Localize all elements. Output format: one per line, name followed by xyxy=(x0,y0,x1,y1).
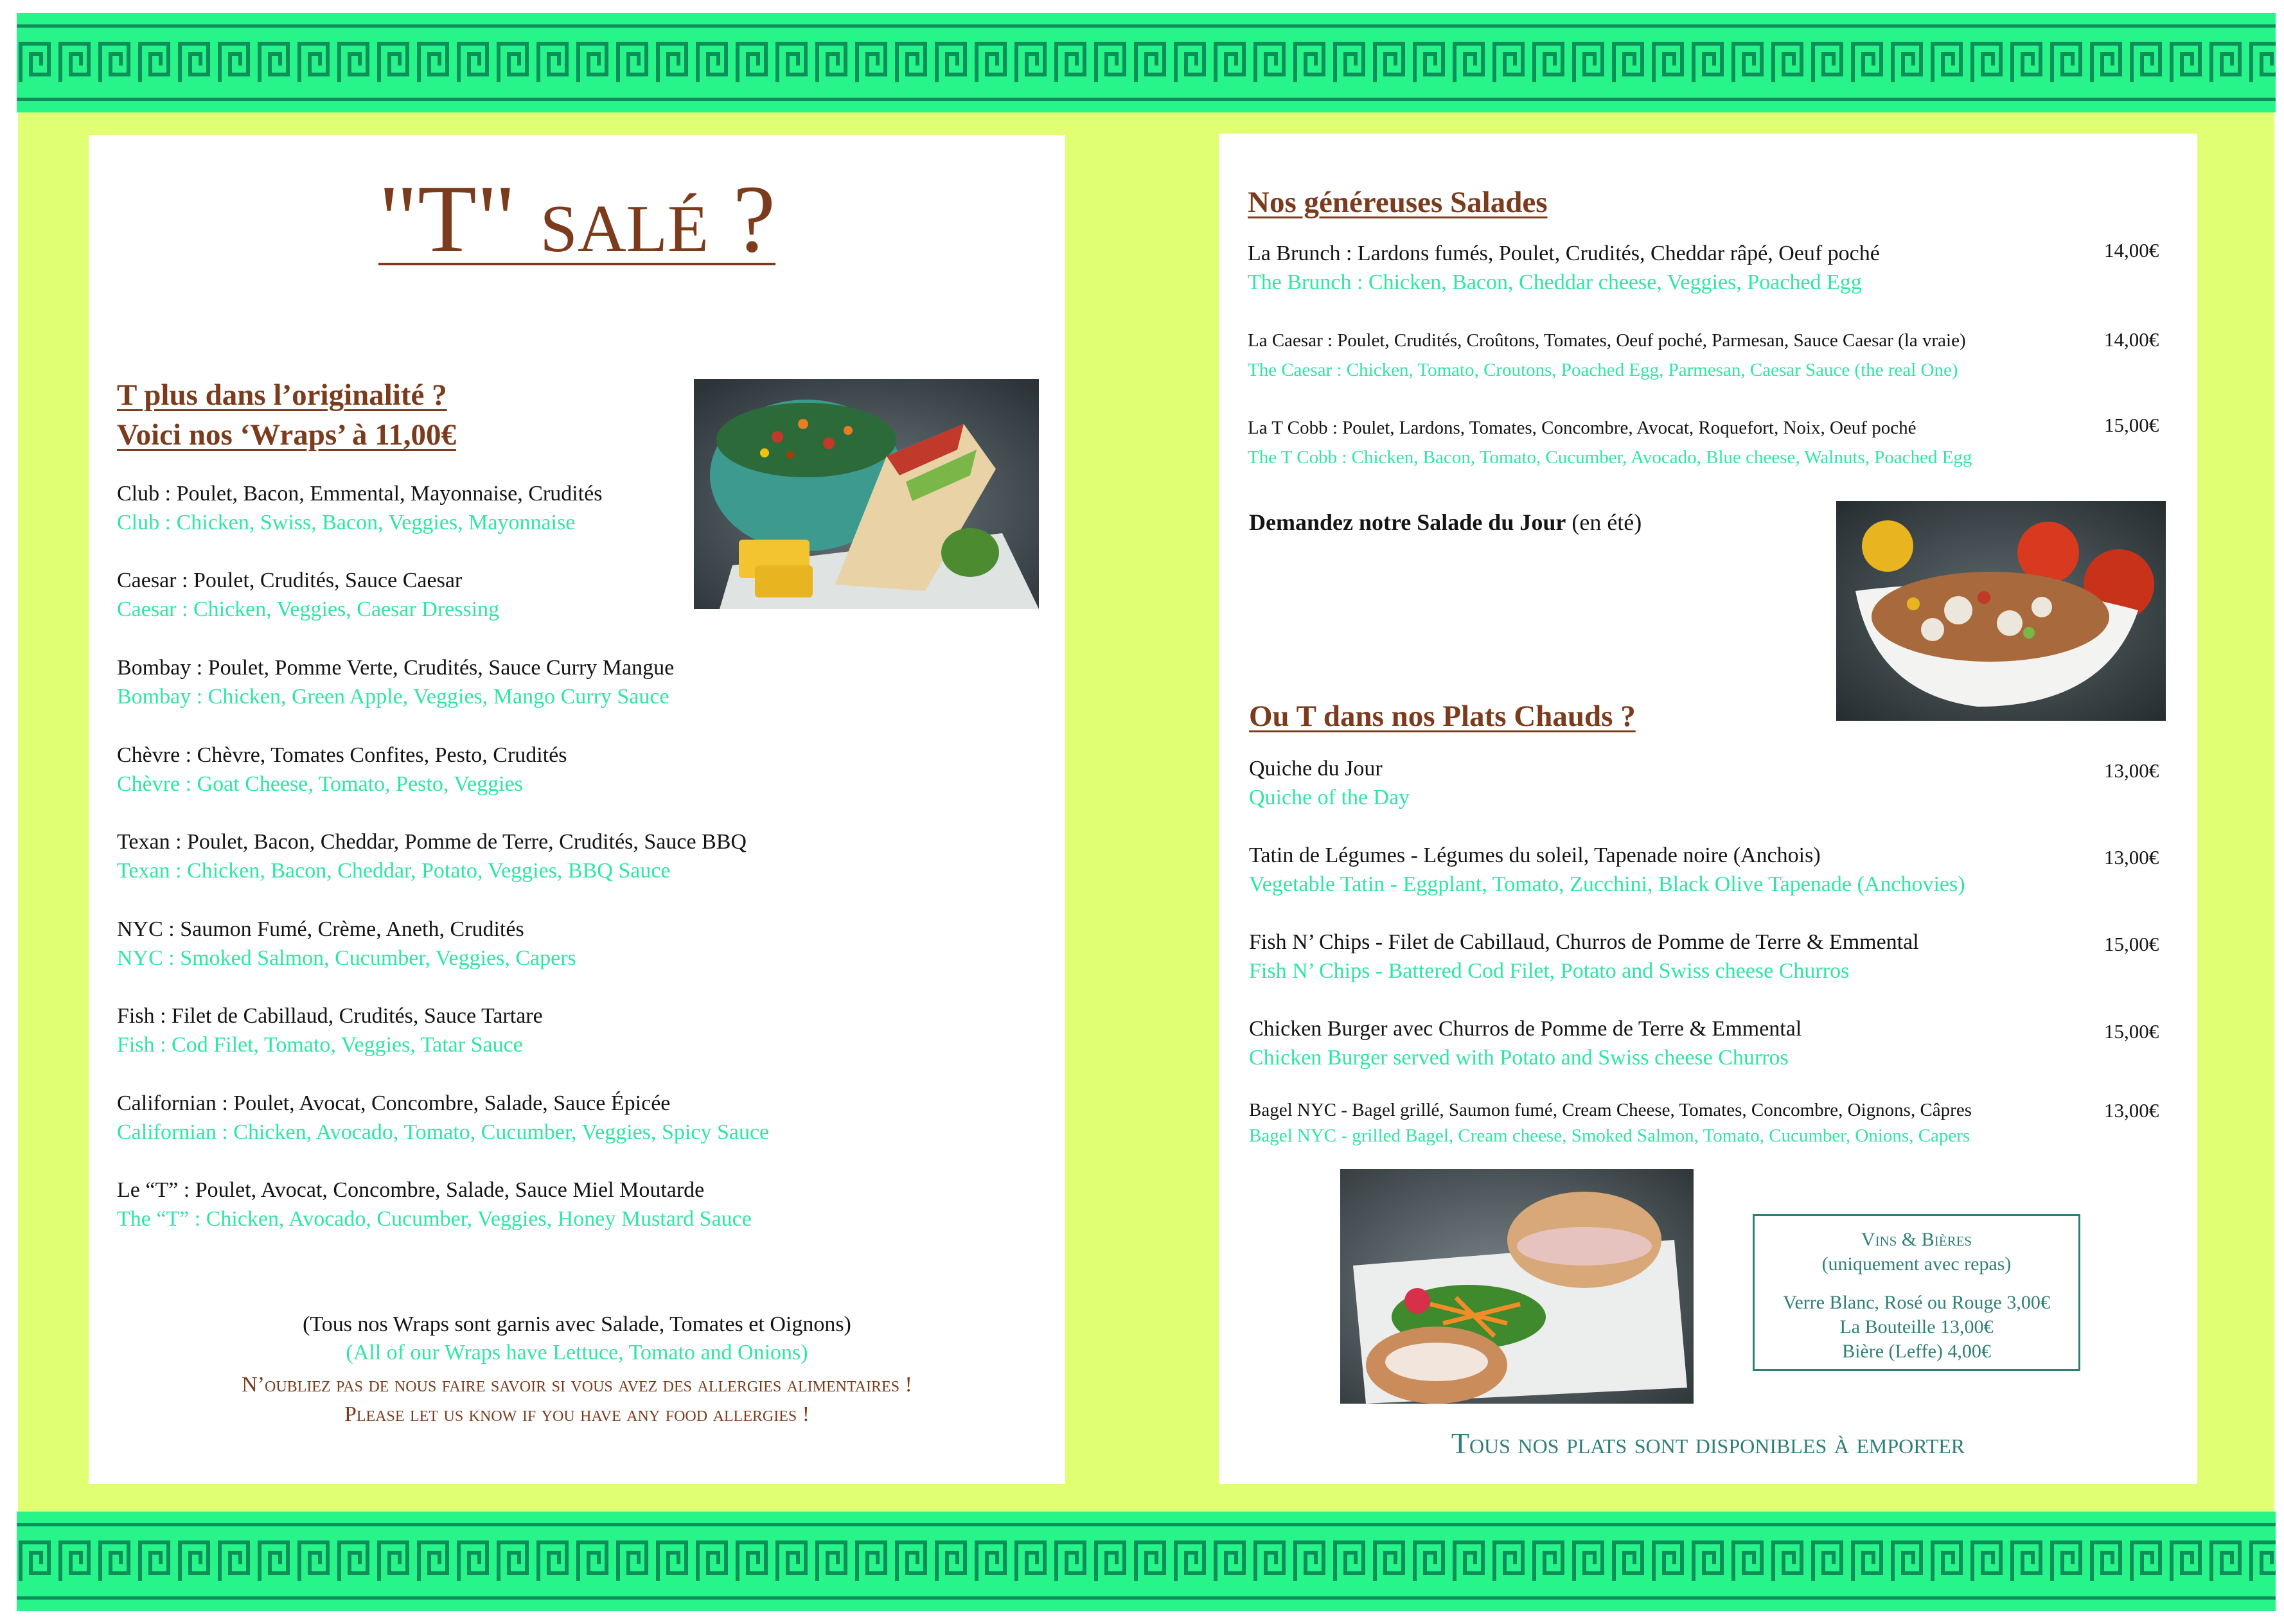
drinks-beer: Bière (Leffe) 4,00€ xyxy=(1842,1341,1991,1362)
left-menu-page xyxy=(89,135,1065,1484)
wrap-salad-photo xyxy=(694,379,1039,609)
salad-bowl-photo xyxy=(1836,501,2166,721)
drinks-bottle: La Bouteille 13,00€ xyxy=(1839,1316,1994,1337)
wrap-item-fr: NYC : Saumon Fumé, Crème, Aneth, Crudités xyxy=(117,917,524,941)
top-greek-key-band xyxy=(17,13,2276,112)
wrap-item-en: Bombay : Chicken, Green Apple, Veggies, Mango Curry Sauce xyxy=(117,685,669,709)
wrap-item-en: Fish : Cod Filet, Tomato, Veggies, Tatar Sauce xyxy=(117,1033,523,1057)
wrap-item-en: Californian : Chicken, Avocado, Tomato, Cucumber, Veggies, Spicy Sauce xyxy=(117,1120,770,1144)
hot-dishes-heading: Ou T dans nos Plats Chauds ? xyxy=(1249,700,1636,733)
wraps-garnish-note-en: (All of our Wraps have Lettuce, Tomato and Onions) xyxy=(346,1341,808,1364)
bottom-greek-key-band xyxy=(17,1512,2276,1611)
salad-item-fr: La Caesar : Poulet, Crudités, Croûtons, Tomates, Oeuf poché, Parmesan, Sauce Caesar (la vraie) xyxy=(1248,330,1966,351)
salads-heading: Nos généreuses Salades xyxy=(1248,186,1548,219)
wrap-item-en: Club : Chicken, Swiss, Bacon, Veggies, Mayonnaise xyxy=(117,511,576,534)
salad-of-the-day-bold: Demandez notre Salade du Jour xyxy=(1249,509,1566,535)
wrap-item-fr: Californian : Poulet, Avocat, Concombre, Salade, Sauce Épicée xyxy=(117,1091,671,1115)
allergy-warning-fr: N’oubliez pas de nous faire savoir si vous avez des allergies alimentaires ! xyxy=(242,1373,912,1397)
salad-of-the-day xyxy=(1249,509,1642,536)
wrap-item-fr: Chèvre : Chèvre, Tomates Confites, Pesto, Crudités xyxy=(117,743,567,767)
salad-item-price: 14,00€ xyxy=(2104,239,2159,261)
greek-key-pattern-icon xyxy=(17,1512,2276,1611)
wraps-garnish-note-fr: (Tous nos Wraps sont garnis avec Salade, Tomates et Oignons) xyxy=(303,1312,851,1336)
wrap-item-fr: Fish : Filet de Cabillaud, Crudités, Sauce Tartare xyxy=(117,1004,543,1028)
drinks-subtitle: (uniquement avec repas) xyxy=(1821,1253,2012,1275)
wrap-item-en: Caesar : Chicken, Veggies, Caesar Dressing xyxy=(117,597,500,621)
wrap-item-fr: Le “T” : Poulet, Avocat, Concombre, Salade, Sauce Miel Moutarde xyxy=(117,1178,705,1202)
drinks-wine-glass: Verre Blanc, Rosé ou Rouge 3,00€ xyxy=(1783,1292,2050,1313)
wrap-item-fr: Club : Poulet, Bacon, Emmental, Mayonnaise, Crudités xyxy=(117,482,603,506)
salad-item-price: 15,00€ xyxy=(2104,414,2159,436)
hot-dish-price: 15,00€ xyxy=(2104,1020,2159,1043)
hot-dish-fr: Fish N’ Chips - Filet de Cabillaud, Churros de Pomme de Terre & Emmental xyxy=(1249,930,1919,954)
wraps-heading-line2: Voici nos ‘Wraps’ à 11,00€ xyxy=(117,418,456,452)
hot-dish-price: 13,00€ xyxy=(2104,1099,2159,1122)
drinks-box xyxy=(1753,1214,2080,1371)
salad-item-price: 14,00€ xyxy=(2104,328,2159,351)
hot-dish-fr: Quiche du Jour xyxy=(1249,757,1383,781)
bagel-photo xyxy=(1340,1169,1694,1404)
salad-of-the-day-season: (en été) xyxy=(1566,509,1642,535)
page-title: "T" salé ? xyxy=(378,166,776,272)
wraps-heading-line1: T plus dans l’originalité ? xyxy=(117,378,447,412)
greek-key-pattern-icon xyxy=(17,13,2276,112)
salad-item-en: The Brunch : Chicken, Bacon, Cheddar cheese, Veggies, Poached Egg xyxy=(1248,270,1862,294)
hot-dish-en: Fish N’ Chips - Battered Cod Filet, Potato and Swiss cheese Churros xyxy=(1249,959,1850,983)
hot-dish-price: 13,00€ xyxy=(2104,846,2159,869)
salad-item-en: The Caesar : Chicken, Tomato, Croutons, Poached Egg, Parmesan, Caesar Sauce (the real One) xyxy=(1248,360,1958,380)
hot-dish-en: Bagel NYC - grilled Bagel, Cream cheese, Smoked Salmon, Tomato, Cucumber, Onions, Capers xyxy=(1249,1125,1970,1146)
wrap-item-fr: Texan : Poulet, Bacon, Cheddar, Pomme de Terre, Crudités, Sauce BBQ xyxy=(117,830,747,854)
wrap-item-en: NYC : Smoked Salmon, Cucumber, Veggies, Capers xyxy=(117,946,576,970)
wrap-item-fr: Bombay : Poulet, Pomme Verte, Crudités, Sauce Curry Mangue xyxy=(117,656,675,680)
wrap-item-fr: Caesar : Poulet, Crudités, Sauce Caesar xyxy=(117,569,463,592)
salad-item-fr: La T Cobb : Poulet, Lardons, Tomates, Concombre, Avocat, Roquefort, Noix, Oeuf poché xyxy=(1248,418,1917,438)
salad-item-fr: La Brunch : Lardons fumés, Poulet, Crudités, Cheddar râpé, Oeuf poché xyxy=(1248,242,1880,265)
hot-dish-en: Vegetable Tatin - Eggplant, Tomato, Zucchini, Black Olive Tapenade (Anchovies) xyxy=(1249,872,1965,896)
takeaway-note: Tous nos plats sont disponibles à emporter xyxy=(1451,1427,1965,1460)
hot-dish-fr: Chicken Burger avec Churros de Pomme de Terre & Emmental xyxy=(1249,1017,1802,1041)
salad-item-en: The T Cobb : Chicken, Bacon, Tomato, Cucumber, Avocado, Blue cheese, Walnuts, Poached Egg xyxy=(1248,447,1972,468)
hot-dish-en: Quiche of the Day xyxy=(1249,786,1410,809)
wrap-item-en: Chèvre : Goat Cheese, Tomato, Pesto, Veggies xyxy=(117,772,523,796)
hot-dish-price: 15,00€ xyxy=(2104,933,2159,955)
hot-dish-price: 13,00€ xyxy=(2104,759,2159,782)
hot-dish-en: Chicken Burger served with Potato and Swiss cheese Churros xyxy=(1249,1046,1789,1070)
wrap-item-en: Texan : Chicken, Bacon, Cheddar, Potato, Veggies, BBQ Sauce xyxy=(117,859,671,883)
hot-dish-fr: Bagel NYC - Bagel grillé, Saumon fumé, Cream Cheese, Tomates, Concombre, Oignons, Câpres xyxy=(1249,1100,1972,1120)
drinks-title: Vins & Bières xyxy=(1861,1229,1972,1250)
allergy-warning-en: Please let us know if you have any food allergies ! xyxy=(344,1402,810,1426)
wrap-item-en: The “T” : Chicken, Avocado, Cucumber, Veggies, Honey Mustard Sauce xyxy=(117,1207,752,1231)
hot-dish-fr: Tatin de Légumes - Légumes du soleil, Tapenade noire (Anchois) xyxy=(1249,843,1821,867)
